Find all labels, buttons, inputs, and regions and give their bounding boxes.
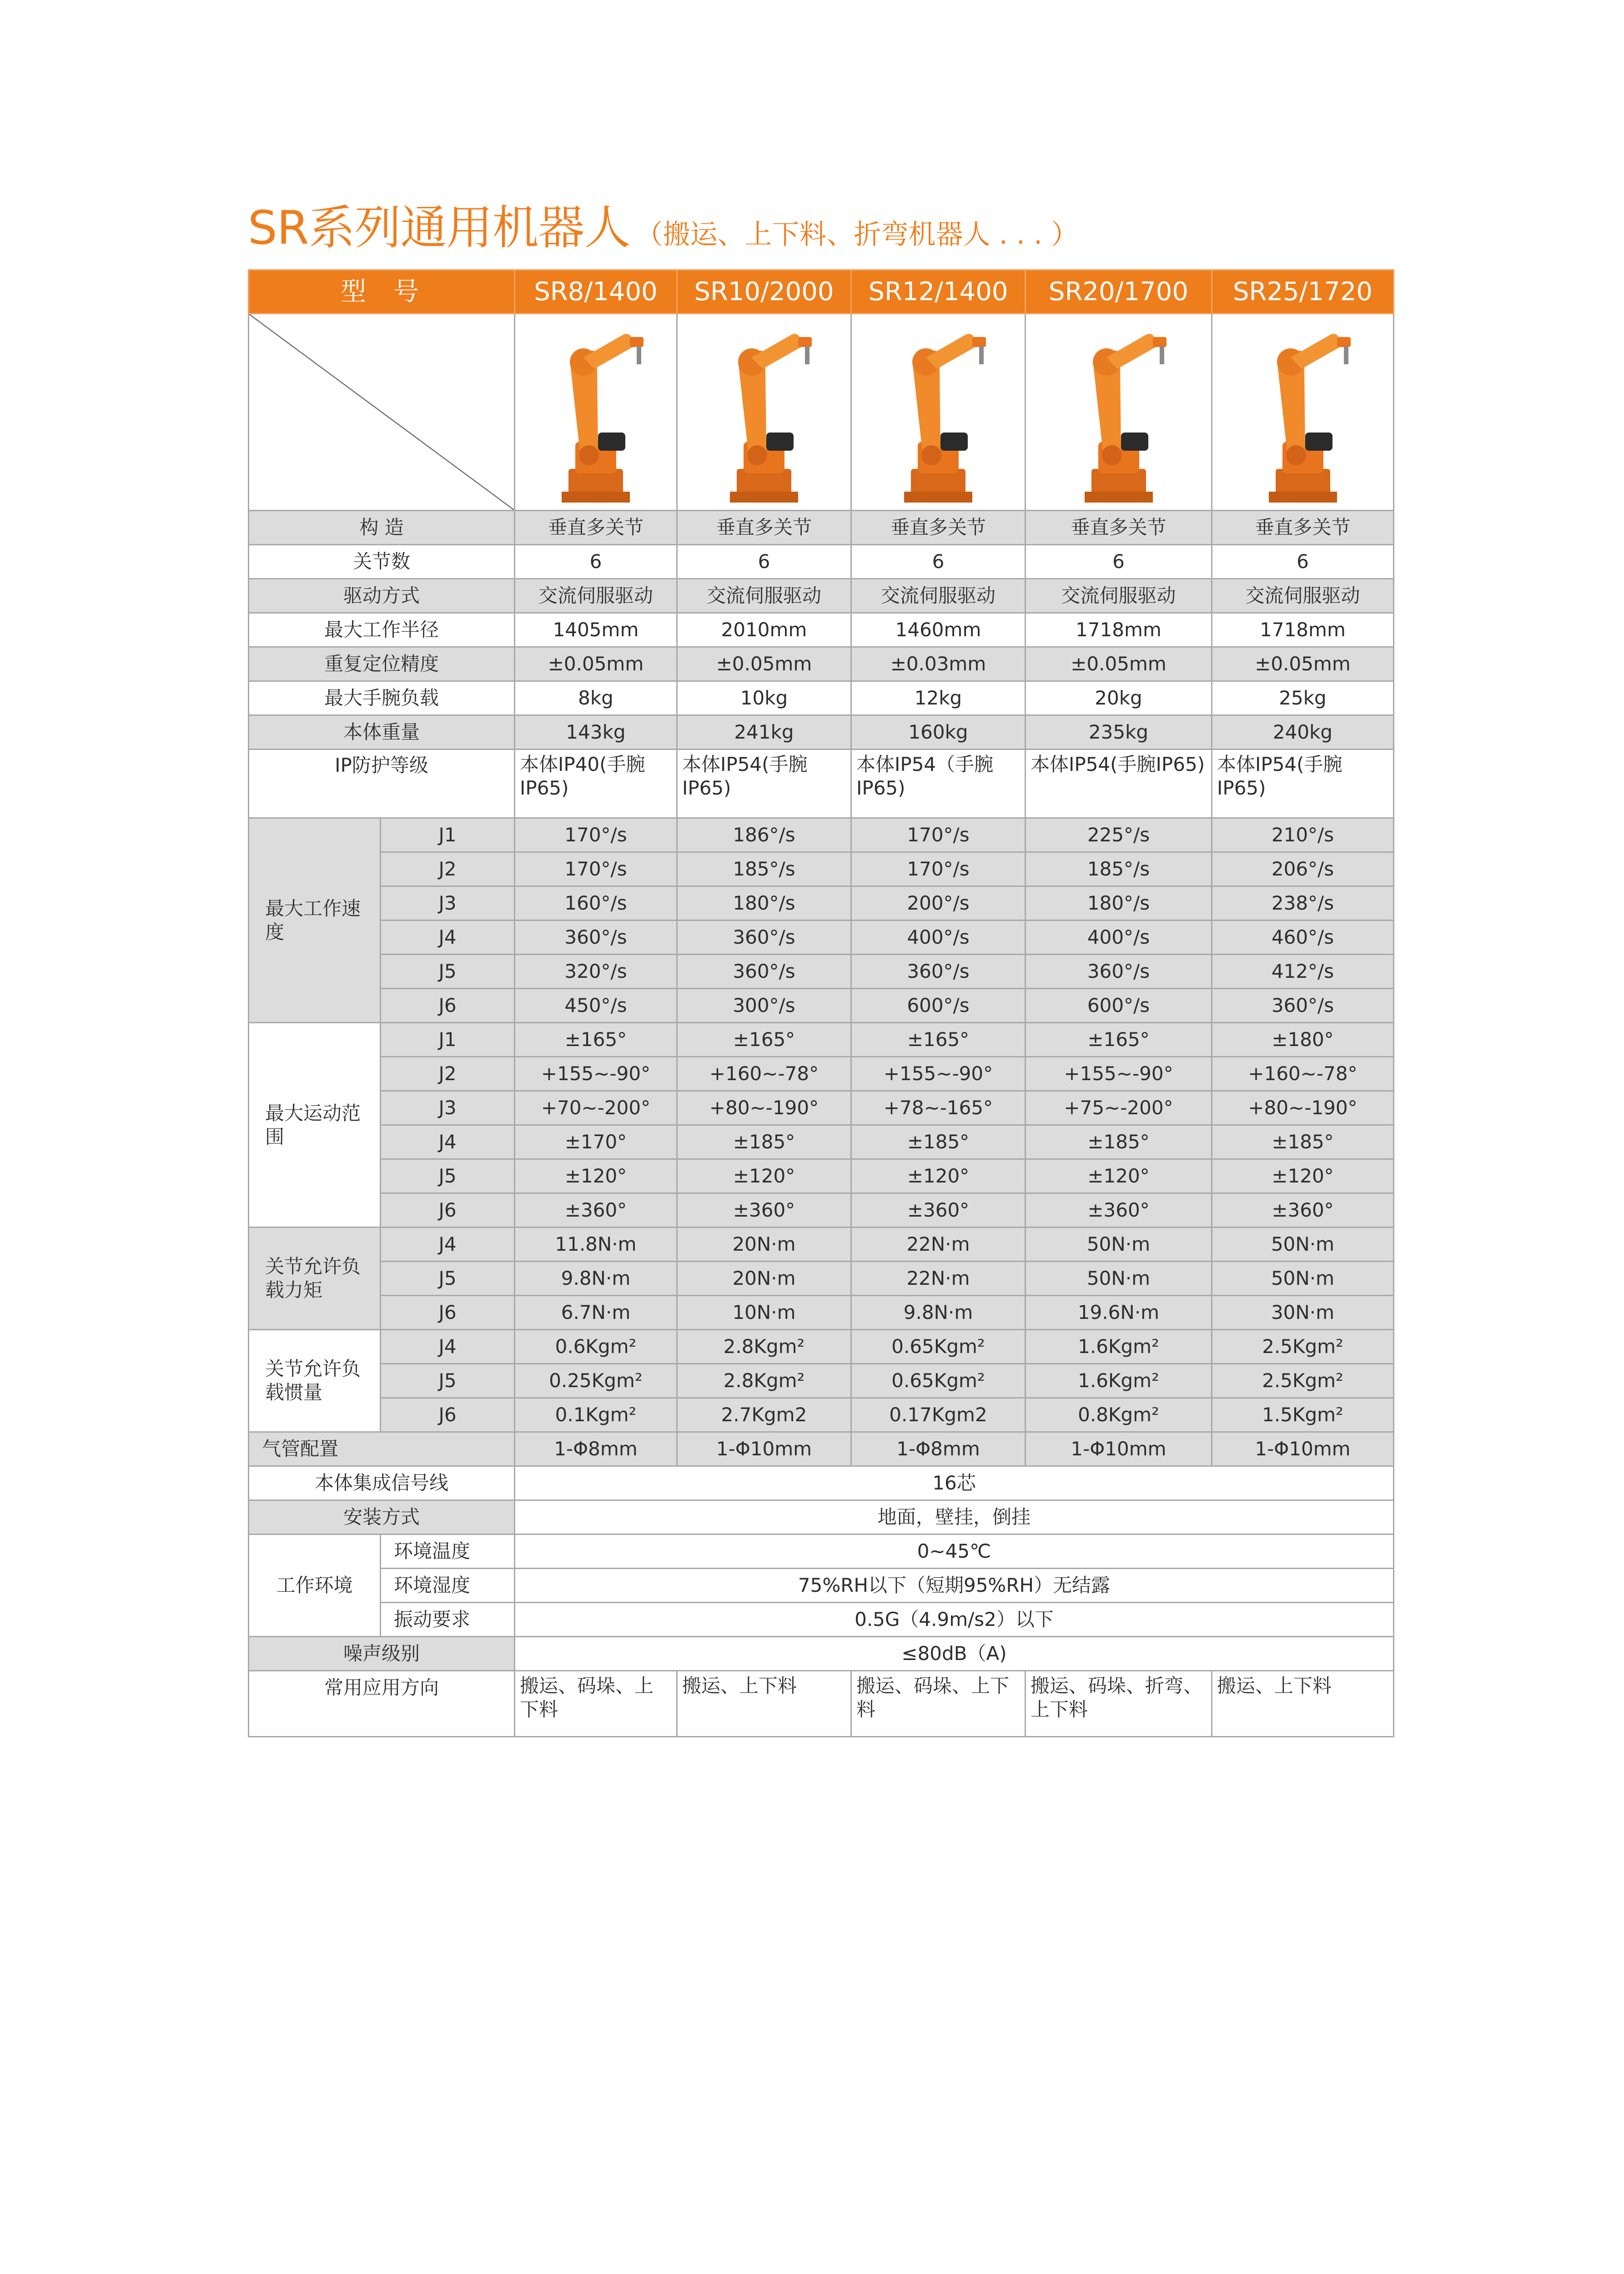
value-cell: 2.8Kgm² <box>677 1364 851 1398</box>
value-cell: ±165° <box>851 1023 1026 1057</box>
joint-label: J6 <box>381 1193 515 1228</box>
value-cell: +160~-78° <box>677 1057 851 1091</box>
value-cell: 9.8N·m <box>851 1296 1026 1330</box>
joint-label: J5 <box>381 1364 515 1398</box>
value-cell: 本体IP54（手腕IP65) <box>851 750 1026 818</box>
value-cell: 本体IP40(手腕IP65) <box>515 750 677 818</box>
value-cell: 1.5Kgm² <box>1212 1398 1394 1432</box>
spec-row-range <box>249 1057 1394 1091</box>
value-cell: 10N·m <box>677 1296 851 1330</box>
value-cell: 360°/s <box>851 955 1026 989</box>
value-cell: 241kg <box>677 715 851 750</box>
joint-label: J6 <box>381 1398 515 1432</box>
value-cell: ±0.03mm <box>851 647 1026 681</box>
row-label: 最大工作半径 <box>249 613 515 647</box>
spec-row-environment <box>249 1603 1394 1637</box>
value-cell: 交流伺服驱动 <box>515 579 677 613</box>
value-cell: 180°/s <box>1026 886 1212 921</box>
row-label: 最大手腕负载 <box>249 681 515 715</box>
value-cell: 206°/s <box>1212 852 1394 886</box>
joint-label: J5 <box>381 1159 515 1193</box>
joint-label: J1 <box>381 818 515 852</box>
value-cell: 300°/s <box>677 989 851 1023</box>
value-cell: ±165° <box>1026 1023 1212 1057</box>
header-model-name: SR25/1720 <box>1212 270 1394 314</box>
row-label: 驱动方式 <box>249 579 515 613</box>
value-cell: 6 <box>515 545 677 579</box>
joint-label: J3 <box>381 1091 515 1125</box>
joint-label: J2 <box>381 852 515 886</box>
value-cell: 1460mm <box>851 613 1026 647</box>
value-cell: 0.65Kgm² <box>851 1364 1026 1398</box>
value-cell: 垂直多关节 <box>1026 511 1212 545</box>
spec-row-drive <box>249 579 1394 613</box>
value-cell: 235kg <box>1026 715 1212 750</box>
group-label: 关节允许负载惯量 <box>249 1330 381 1432</box>
value-cell: 8kg <box>515 681 677 715</box>
joint-label: J6 <box>381 989 515 1023</box>
row-label: 噪声级别 <box>249 1637 515 1671</box>
spec-row-structure <box>249 511 1394 545</box>
value-cell: 交流伺服驱动 <box>677 579 851 613</box>
header-model-name: SR20/1700 <box>1026 270 1212 314</box>
spec-row-speed <box>249 989 1394 1023</box>
title-subtitle: （搬运、上下料、折弯机器人 . . . ） <box>635 219 1079 251</box>
joint-label: J3 <box>381 886 515 921</box>
value-cell: 6 <box>1212 545 1394 579</box>
value-cell: +70~-200° <box>515 1091 677 1125</box>
value-cell: ±360° <box>851 1193 1026 1228</box>
value-cell: +155~-90° <box>1026 1057 1212 1091</box>
spec-row-air <box>249 1432 1394 1466</box>
value-cell: ±0.05mm <box>515 647 677 681</box>
value-cell: ±185° <box>1026 1125 1212 1159</box>
value-cell: 180°/s <box>677 886 851 921</box>
value-cell: 1-Φ8mm <box>851 1432 1026 1466</box>
value-cell: 本体IP54(手腕IP65) <box>1212 750 1394 818</box>
spec-row-speed <box>249 818 1394 852</box>
spec-row-torque <box>249 1228 1394 1262</box>
value-cell: 1718mm <box>1026 613 1212 647</box>
value-cell: 1-Φ8mm <box>515 1432 677 1466</box>
robot-arm-image <box>886 319 990 505</box>
group-label: 关节允许负载力矩 <box>249 1228 381 1330</box>
value-cell: 400°/s <box>851 921 1026 955</box>
spec-row-range <box>249 1159 1394 1193</box>
spec-row-noise <box>249 1637 1394 1671</box>
row-label: 重复定位精度 <box>249 647 515 681</box>
spec-table <box>248 269 1394 1737</box>
joint-label: J4 <box>381 1125 515 1159</box>
value-cell: 22N·m <box>851 1228 1026 1262</box>
value-cell: +75~-200° <box>1026 1091 1212 1125</box>
header-model-label: 型号 <box>249 270 515 314</box>
value-cell: 6 <box>1026 545 1212 579</box>
value-cell: 50N·m <box>1026 1228 1212 1262</box>
value-cell: 搬运、码垛、折弯、上下料 <box>1026 1671 1212 1737</box>
value-cell: 地面，壁挂，倒挂 <box>515 1500 1394 1534</box>
value-cell: ±120° <box>1026 1159 1212 1193</box>
value-cell: +160~-78° <box>1212 1057 1394 1091</box>
value-cell: 25kg <box>1212 681 1394 715</box>
value-cell: +80~-190° <box>1212 1091 1394 1125</box>
value-cell: +78~-165° <box>851 1091 1026 1125</box>
spec-row-speed <box>249 921 1394 955</box>
row-label: 关节数 <box>249 545 515 579</box>
spec-row-signal <box>249 1466 1394 1500</box>
value-cell: 1-Φ10mm <box>677 1432 851 1466</box>
value-cell: 600°/s <box>1026 989 1212 1023</box>
spec-row-radius <box>249 613 1394 647</box>
value-cell: 2.8Kgm² <box>677 1330 851 1364</box>
value-cell: 2.5Kgm² <box>1212 1364 1394 1398</box>
spec-row-environment <box>249 1534 1394 1569</box>
value-cell: 240kg <box>1212 715 1394 750</box>
value-cell: 2.7Kgm2 <box>677 1398 851 1432</box>
spec-row-range <box>249 1125 1394 1159</box>
joint-label: J5 <box>381 955 515 989</box>
value-cell: ±120° <box>1212 1159 1394 1193</box>
joint-label: J2 <box>381 1057 515 1091</box>
value-cell: 垂直多关节 <box>677 511 851 545</box>
value-cell: ±0.05mm <box>677 647 851 681</box>
value-cell: 垂直多关节 <box>851 511 1026 545</box>
value-cell: 360°/s <box>515 921 677 955</box>
value-cell: 垂直多关节 <box>515 511 677 545</box>
spec-row-repeat <box>249 647 1394 681</box>
row-label: 常用应用方向 <box>249 1671 515 1737</box>
value-cell: 200°/s <box>851 886 1026 921</box>
value-cell: ±185° <box>1212 1125 1394 1159</box>
spec-row-speed <box>249 955 1394 989</box>
value-cell: 360°/s <box>1212 989 1394 1023</box>
value-cell: 6 <box>851 545 1026 579</box>
value-cell: 10kg <box>677 681 851 715</box>
env-label: 环境温度 <box>381 1534 515 1569</box>
value-cell: ±0.05mm <box>1212 647 1394 681</box>
value-cell: 75%RH以下（短期95%RH）无结露 <box>515 1569 1394 1603</box>
value-cell: 19.6N·m <box>1026 1296 1212 1330</box>
value-cell: 360°/s <box>677 955 851 989</box>
value-cell: 0.1Kgm² <box>515 1398 677 1432</box>
value-cell: 400°/s <box>1026 921 1212 955</box>
header-row <box>249 270 1394 314</box>
spec-row-environment <box>249 1569 1394 1603</box>
value-cell: 搬运、码垛、上下料 <box>851 1671 1026 1737</box>
value-cell: 600°/s <box>851 989 1026 1023</box>
value-cell: 6 <box>677 545 851 579</box>
spec-row-applications <box>249 1671 1394 1737</box>
spec-row-range <box>249 1193 1394 1228</box>
header-model-name: SR12/1400 <box>851 270 1026 314</box>
value-cell: ±120° <box>677 1159 851 1193</box>
value-cell: 11.8N·m <box>515 1228 677 1262</box>
group-label: 最大工作速度 <box>249 818 381 1023</box>
row-label: 构 造 <box>249 511 515 545</box>
value-cell: ±165° <box>515 1023 677 1057</box>
robot-arm-image <box>543 319 648 505</box>
row-label: 安装方式 <box>249 1500 515 1534</box>
value-cell: +155~-90° <box>515 1057 677 1091</box>
value-cell: 450°/s <box>515 989 677 1023</box>
value-cell: 1-Φ10mm <box>1212 1432 1394 1466</box>
env-label: 环境湿度 <box>381 1569 515 1603</box>
robot-arm-image <box>1251 319 1355 505</box>
value-cell: 1.6Kgm² <box>1026 1330 1212 1364</box>
value-cell: 搬运、上下料 <box>677 1671 851 1737</box>
spec-row-inertia <box>249 1364 1394 1398</box>
value-cell: 20N·m <box>677 1262 851 1296</box>
value-cell: 交流伺服驱动 <box>1212 579 1394 613</box>
value-cell: 0.8Kgm² <box>1026 1398 1212 1432</box>
value-cell: 20N·m <box>677 1228 851 1262</box>
robot-image-cell <box>677 314 851 511</box>
spec-row-torque <box>249 1296 1394 1330</box>
robot-arm-image <box>712 319 816 505</box>
joint-label: J4 <box>381 921 515 955</box>
value-cell: 2010mm <box>677 613 851 647</box>
value-cell: 360°/s <box>677 921 851 955</box>
value-cell: 搬运、码垛、上下料 <box>515 1671 677 1737</box>
value-cell: 210°/s <box>1212 818 1394 852</box>
value-cell: 50N·m <box>1212 1262 1394 1296</box>
value-cell: ±185° <box>677 1125 851 1159</box>
value-cell: ±120° <box>515 1159 677 1193</box>
joint-label: J6 <box>381 1296 515 1330</box>
joint-label: J4 <box>381 1228 515 1262</box>
robot-image-cell <box>1026 314 1212 511</box>
value-cell: 412°/s <box>1212 955 1394 989</box>
value-cell: 30N·m <box>1212 1296 1394 1330</box>
robot-arm-image <box>1066 319 1171 505</box>
value-cell: 50N·m <box>1026 1262 1212 1296</box>
spec-row-range <box>249 1023 1394 1057</box>
spec-row-weight <box>249 715 1394 750</box>
spec-row-range <box>249 1091 1394 1125</box>
robot-image-cell <box>1212 314 1394 511</box>
value-cell: 0.6Kgm² <box>515 1330 677 1364</box>
value-cell: 交流伺服驱动 <box>851 579 1026 613</box>
value-cell: 12kg <box>851 681 1026 715</box>
value-cell: 460°/s <box>1212 921 1394 955</box>
spec-row-joints <box>249 545 1394 579</box>
spec-row-mounting <box>249 1500 1394 1534</box>
value-cell: 搬运、上下料 <box>1212 1671 1394 1737</box>
value-cell: 1-Φ10mm <box>1026 1432 1212 1466</box>
value-cell: 170°/s <box>515 852 677 886</box>
value-cell: 186°/s <box>677 818 851 852</box>
value-cell: 143kg <box>515 715 677 750</box>
value-cell: 1.6Kgm² <box>1026 1364 1212 1398</box>
value-cell: ±185° <box>851 1125 1026 1159</box>
value-cell: ±360° <box>1026 1193 1212 1228</box>
title-main: SR系列通用机器人 <box>248 201 630 255</box>
value-cell: 185°/s <box>677 852 851 886</box>
spec-row-speed <box>249 886 1394 921</box>
robot-image-cell <box>515 314 677 511</box>
value-cell: 0.5G（4.9m/s2）以下 <box>515 1603 1394 1637</box>
value-cell: ≤80dB（A) <box>515 1637 1394 1671</box>
value-cell: ±360° <box>677 1193 851 1228</box>
group-label: 最大运动范围 <box>249 1023 381 1228</box>
spec-row-inertia <box>249 1330 1394 1364</box>
value-cell: +155~-90° <box>851 1057 1026 1091</box>
value-cell: 交流伺服驱动 <box>1026 579 1212 613</box>
value-cell: ±360° <box>515 1193 677 1228</box>
value-cell: ±120° <box>851 1159 1026 1193</box>
row-label: IP防护等级 <box>249 750 515 818</box>
value-cell: 0.17Kgm2 <box>851 1398 1026 1432</box>
value-cell: 20kg <box>1026 681 1212 715</box>
value-cell: 9.8N·m <box>515 1262 677 1296</box>
diagonal-cell <box>249 314 515 511</box>
image-row <box>249 314 1394 511</box>
value-cell: ±170° <box>515 1125 677 1159</box>
value-cell: 0~45℃ <box>515 1534 1394 1569</box>
value-cell: ±180° <box>1212 1023 1394 1057</box>
value-cell: 1718mm <box>1212 613 1394 647</box>
env-label: 振动要求 <box>381 1603 515 1637</box>
value-cell: 6.7N·m <box>515 1296 677 1330</box>
value-cell: 360°/s <box>1026 955 1212 989</box>
value-cell: 238°/s <box>1212 886 1394 921</box>
value-cell: 185°/s <box>1026 852 1212 886</box>
spec-row-ip <box>249 750 1394 818</box>
spec-row-speed <box>249 852 1394 886</box>
value-cell: 22N·m <box>851 1262 1026 1296</box>
value-cell: 225°/s <box>1026 818 1212 852</box>
diagonal-line <box>249 314 514 510</box>
header-model-name: SR8/1400 <box>515 270 677 314</box>
spec-row-payload <box>249 681 1394 715</box>
value-cell: ±0.05mm <box>1026 647 1212 681</box>
header-model-name: SR10/2000 <box>677 270 851 314</box>
value-cell: +80~-190° <box>677 1091 851 1125</box>
value-cell: 170°/s <box>515 818 677 852</box>
page-title <box>248 191 1078 257</box>
value-cell: 1405mm <box>515 613 677 647</box>
value-cell: 170°/s <box>851 818 1026 852</box>
row-label: 本体重量 <box>249 715 515 750</box>
spec-row-torque <box>249 1262 1394 1296</box>
joint-label: J4 <box>381 1330 515 1364</box>
value-cell: 0.25Kgm² <box>515 1364 677 1398</box>
value-cell: 320°/s <box>515 955 677 989</box>
joint-label: J5 <box>381 1262 515 1296</box>
value-cell: 50N·m <box>1212 1228 1394 1262</box>
joint-label: J1 <box>381 1023 515 1057</box>
value-cell: 本体IP54(手腕IP65) <box>1026 750 1212 818</box>
value-cell: ±165° <box>677 1023 851 1057</box>
value-cell: ±360° <box>1212 1193 1394 1228</box>
value-cell: 160kg <box>851 715 1026 750</box>
value-cell: 170°/s <box>851 852 1026 886</box>
value-cell: 本体IP54(手腕IP65) <box>677 750 851 818</box>
row-label: 本体集成信号线 <box>249 1466 515 1500</box>
value-cell: 16芯 <box>515 1466 1394 1500</box>
value-cell: 2.5Kgm² <box>1212 1330 1394 1364</box>
robot-image-cell <box>851 314 1026 511</box>
value-cell: 垂直多关节 <box>1212 511 1394 545</box>
group-label: 工作环境 <box>249 1534 381 1637</box>
spec-row-inertia <box>249 1398 1394 1432</box>
value-cell: 160°/s <box>515 886 677 921</box>
row-label: 气管配置 <box>249 1432 515 1466</box>
value-cell: 0.65Kgm² <box>851 1330 1026 1364</box>
